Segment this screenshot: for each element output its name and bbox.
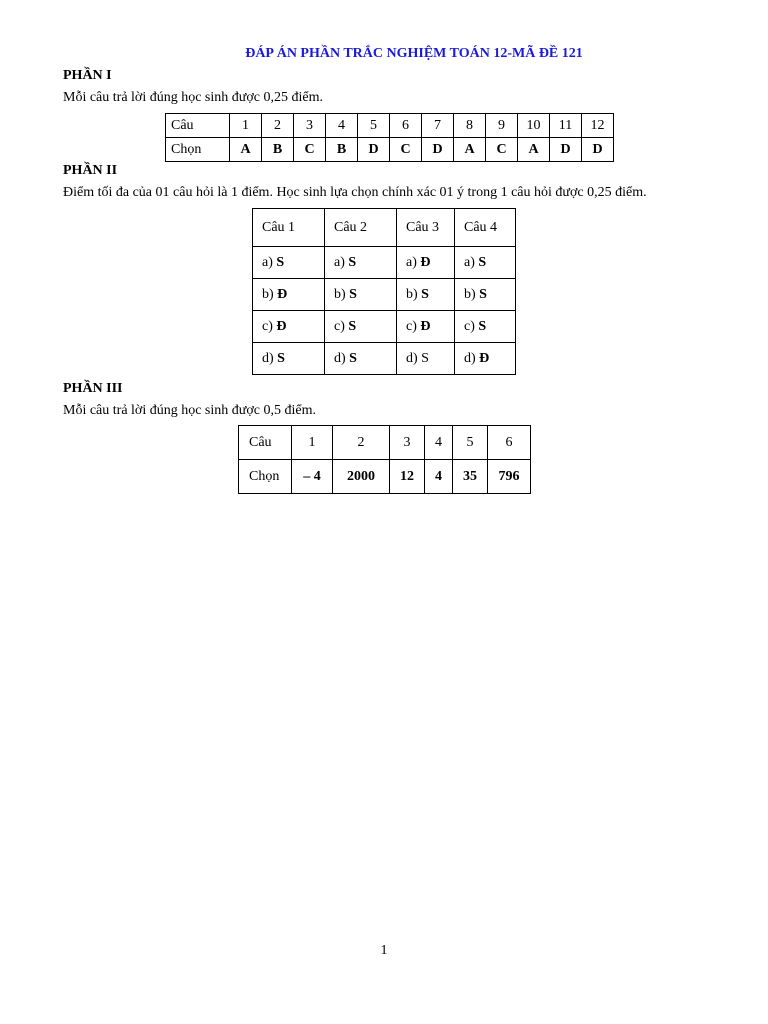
statement-cell: [325, 311, 397, 343]
row-label-chon: Chọn: [239, 460, 292, 494]
statement-value: S: [478, 318, 487, 334]
answer-cell: 2000: [333, 460, 390, 494]
document-title: ĐÁP ÁN PHẦN TRẮC NGHIỆM TOÁN 12-MÃ ĐỀ 121: [245, 46, 583, 61]
answer-cell: B: [262, 138, 294, 162]
question-number: 1: [230, 114, 262, 138]
part2-row-c: [253, 311, 516, 343]
part1-question-row: [166, 114, 614, 138]
statement-value: S: [349, 286, 357, 302]
statement-label: b): [262, 286, 278, 302]
question-number: 6: [488, 426, 531, 460]
statement-value: S: [479, 286, 487, 302]
answer-cell: A: [454, 138, 486, 162]
statement-value: S: [421, 286, 429, 302]
answer-cell: C: [486, 138, 518, 162]
statement-cell: [325, 343, 397, 375]
statement-label: c): [262, 318, 277, 334]
part1-heading: PHẦN I: [63, 68, 112, 83]
statement-label: c): [464, 318, 479, 334]
statement-value: S: [348, 254, 357, 270]
statement-label: b): [464, 286, 480, 302]
question-number: 2: [262, 114, 294, 138]
part1-answer-table: [165, 113, 614, 162]
answer-cell: 35: [453, 460, 488, 494]
question-number: 5: [453, 426, 488, 460]
statement-label: d): [464, 350, 480, 366]
statement-value: Đ: [276, 318, 287, 334]
row-label-cau: Câu: [239, 426, 292, 460]
part3-note: Mỗi câu trả lời đúng học sinh được 0,5 điểm.: [63, 403, 316, 418]
part3-heading: PHẦN III: [63, 381, 123, 396]
statement-label: c): [406, 318, 421, 334]
statement-cell: [455, 311, 516, 343]
answer-cell: D: [422, 138, 454, 162]
answer-cell: A: [230, 138, 262, 162]
part3-question-row: [239, 426, 531, 460]
statement-cell: [455, 279, 516, 311]
statement-value: Đ: [479, 350, 490, 366]
answer-cell: D: [550, 138, 582, 162]
part3-answer-row: [239, 460, 531, 494]
part2-header-row: [253, 209, 516, 247]
question-number: 10: [518, 114, 550, 138]
statement-cell: [397, 311, 455, 343]
statement-label: a): [262, 254, 277, 270]
answer-cell: D: [582, 138, 614, 162]
statement-label: b): [406, 286, 422, 302]
answer-cell: B: [326, 138, 358, 162]
column-header: Câu 4: [455, 209, 516, 247]
answer-cell: 796: [488, 460, 531, 494]
answer-cell: 12: [390, 460, 425, 494]
row-label-cau: Câu: [166, 114, 230, 138]
question-number: 11: [550, 114, 582, 138]
statement-value: S: [276, 254, 285, 270]
question-number: 6: [390, 114, 422, 138]
statement-cell: [325, 279, 397, 311]
column-header: Câu 3: [397, 209, 455, 247]
statement-cell: [253, 311, 325, 343]
statement-label: d): [334, 350, 350, 366]
statement-value: S: [277, 350, 285, 366]
statement-label: c): [334, 318, 349, 334]
statement-value: Đ: [420, 318, 431, 334]
statement-cell: [455, 343, 516, 375]
column-header: Câu 1: [253, 209, 325, 247]
question-number: 1: [292, 426, 333, 460]
part3-answer-table: [238, 425, 531, 494]
statement-label: d): [406, 350, 422, 366]
part2-row-d: [253, 343, 516, 375]
statement-label: b): [334, 286, 350, 302]
part2-answer-table: [252, 208, 516, 375]
statement-value: S: [421, 350, 429, 366]
question-number: 3: [390, 426, 425, 460]
answer-cell: C: [294, 138, 326, 162]
question-number: 5: [358, 114, 390, 138]
answer-cell: D: [358, 138, 390, 162]
part2-row-a: [253, 247, 516, 279]
question-number: 3: [294, 114, 326, 138]
statement-label: a): [406, 254, 421, 270]
row-label-chon: Chọn: [166, 138, 230, 162]
statement-value: Đ: [420, 254, 431, 270]
statement-value: Đ: [277, 286, 288, 302]
statement-cell: [325, 247, 397, 279]
question-number: 8: [454, 114, 486, 138]
part1-note: Mỗi câu trả lời đúng học sinh được 0,25 điểm.: [63, 90, 323, 105]
statement-cell: [253, 279, 325, 311]
part2-note: Điểm tối đa của 01 câu hỏi là 1 điểm. Học sinh lựa chọn chính xác 01 ý trong 1 câu hỏi được 0,25 điểm.: [63, 185, 647, 200]
answer-cell: 4: [425, 460, 453, 494]
statement-cell: [253, 343, 325, 375]
answer-cell: A: [518, 138, 550, 162]
statement-cell: [253, 247, 325, 279]
statement-cell: [455, 247, 516, 279]
question-number: 2: [333, 426, 390, 460]
page-number: 1: [380, 943, 388, 958]
statement-value: S: [349, 350, 357, 366]
question-number: 4: [326, 114, 358, 138]
question-number: 9: [486, 114, 518, 138]
part2-row-b: [253, 279, 516, 311]
question-number: 4: [425, 426, 453, 460]
column-header: Câu 2: [325, 209, 397, 247]
statement-cell: [397, 343, 455, 375]
statement-label: d): [262, 350, 278, 366]
question-number: 12: [582, 114, 614, 138]
statement-value: S: [348, 318, 357, 334]
statement-cell: [397, 279, 455, 311]
question-number: 7: [422, 114, 454, 138]
answer-cell: – 4: [292, 460, 333, 494]
answer-cell: C: [390, 138, 422, 162]
part1-answer-row: [166, 138, 614, 162]
part2-heading: PHẦN II: [63, 163, 118, 178]
statement-value: S: [478, 254, 487, 270]
statement-label: a): [464, 254, 479, 270]
statement-label: a): [334, 254, 349, 270]
statement-cell: [397, 247, 455, 279]
